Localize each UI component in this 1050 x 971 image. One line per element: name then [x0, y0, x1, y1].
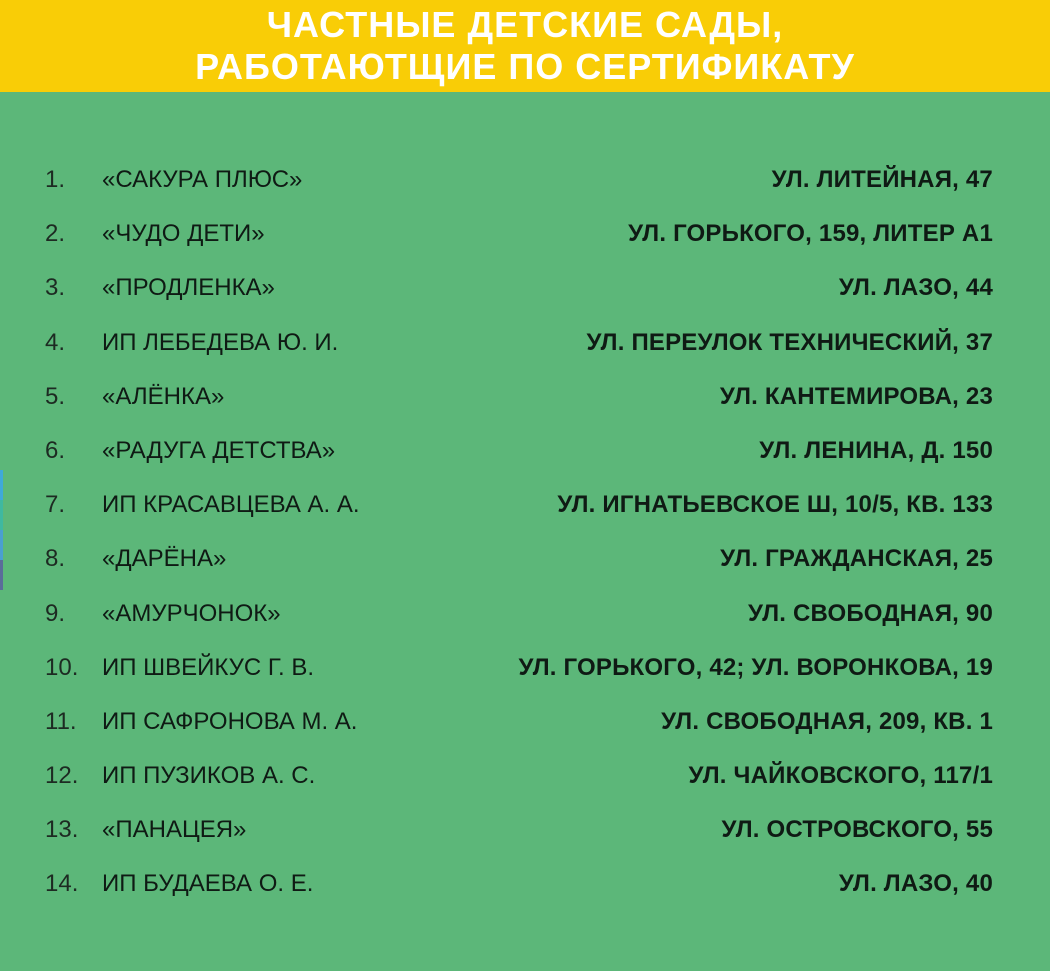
item-number: 11.	[45, 707, 77, 735]
kindergarten-address: УЛ. СВОБОДНАЯ, 90	[748, 599, 993, 627]
kindergarten-address: УЛ. ЛАЗО, 44	[838, 274, 993, 302]
list-item	[0, 260, 1050, 314]
item-number: 8.	[45, 545, 66, 573]
kindergarten-name: «РАДУГА ДЕТСТВА»	[102, 436, 336, 464]
page-title-line-1: ЧАСТНЫЕ ДЕТСКИЕ САДЫ,	[266, 4, 784, 45]
edge-stripe	[0, 530, 3, 560]
kindergarten-address: УЛ. ЧАЙКОВСКОГО, 117/1	[688, 762, 993, 790]
kindergarten-address: УЛ. ИГНАТЬЕВСКОЕ Ш, 10/5, КВ. 133	[557, 491, 993, 519]
item-number: 9.	[45, 599, 66, 627]
edge-decoration	[0, 470, 3, 650]
item-number: 6.	[45, 436, 66, 464]
kindergarten-address: УЛ. ЛЕНИНА, Д. 150	[759, 436, 993, 464]
header-banner	[0, 0, 1050, 92]
list-item	[0, 206, 1050, 260]
list-item	[0, 315, 1050, 369]
item-number: 4.	[45, 328, 66, 356]
item-number: 1.	[45, 166, 66, 193]
kindergarten-address: УЛ. СВОБОДНАЯ, 209, КВ. 1	[661, 707, 993, 735]
kindergarten-name: ИП БУДАЕВА О. Е.	[102, 870, 314, 898]
kindergarten-address: УЛ. ГОРЬКОГО, 42; УЛ. ВОРОНКОВА, 19	[518, 653, 993, 681]
list-item	[0, 531, 1050, 585]
item-number: 3.	[45, 274, 66, 302]
list-item	[0, 423, 1050, 477]
kindergarten-address: УЛ. КАНТЕМИРОВА, 23	[719, 382, 993, 410]
list-item	[0, 694, 1050, 748]
list-item	[0, 152, 1050, 206]
item-number: 10.	[45, 653, 79, 681]
kindergarten-name: «ЧУДО ДЕТИ»	[102, 220, 265, 248]
kindergarten-name: ИП КРАСАВЦЕВА А. А.	[102, 491, 360, 519]
item-number: 14.	[45, 870, 79, 898]
edge-stripe	[0, 500, 3, 530]
list-item	[0, 477, 1050, 531]
list-item	[0, 640, 1050, 694]
item-number: 12.	[45, 762, 79, 790]
kindergarten-list	[0, 152, 1050, 911]
kindergarten-name: ИП САФРОНОВА М. А.	[102, 707, 358, 735]
page-title-line-2: РАБОТАЮТЩИЕ ПО СЕРТИФИКАТУ	[195, 46, 855, 87]
item-number: 13.	[45, 816, 79, 844]
edge-stripe	[0, 470, 3, 500]
kindergarten-name: «АЛЁНКА»	[102, 382, 225, 410]
kindergarten-name: ИП ШВЕЙКУС Г. В.	[102, 653, 315, 681]
item-number: 7.	[45, 491, 66, 519]
kindergarten-name: «ДАРЁНА»	[102, 545, 227, 573]
kindergarten-name: ИП ПУЗИКОВ А. С.	[102, 762, 316, 790]
list-item	[0, 802, 1050, 856]
list-item	[0, 856, 1050, 910]
kindergarten-address: УЛ. ГРАЖДАНСКАЯ, 25	[720, 545, 993, 573]
list-item	[0, 369, 1050, 423]
kindergarten-name: «САКУРА ПЛЮС»	[102, 166, 303, 193]
kindergarten-name: ИП ЛЕБЕДЕВА Ю. И.	[102, 328, 339, 356]
kindergarten-address: УЛ. ЛАЗО, 40	[838, 870, 993, 898]
edge-stripe	[0, 560, 3, 590]
kindergarten-address: УЛ. ГОРЬКОГО, 159, ЛИТЕР А1	[628, 220, 993, 248]
kindergarten-name: «АМУРЧОНОК»	[102, 599, 281, 627]
kindergarten-name: «ПРОДЛЕНКА»	[102, 274, 275, 302]
kindergarten-address: УЛ. ОСТРОВСКОГО, 55	[721, 816, 993, 844]
kindergarten-address: УЛ. ЛИТЕЙНАЯ, 47	[771, 166, 993, 193]
item-number: 2.	[45, 220, 66, 248]
list-item	[0, 748, 1050, 802]
list-item	[0, 586, 1050, 640]
kindergarten-address: УЛ. ПЕРЕУЛОК ТЕХНИЧЕСКИЙ, 37	[586, 328, 993, 356]
kindergarten-name: «ПАНАЦЕЯ»	[102, 816, 247, 844]
item-number: 5.	[45, 382, 66, 410]
